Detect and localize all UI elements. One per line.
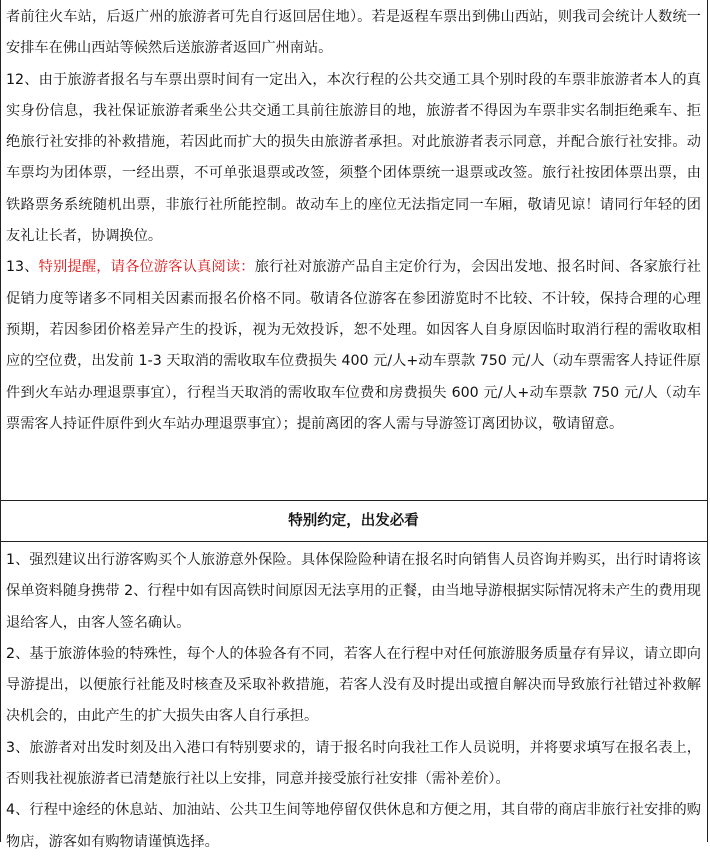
agreement-item-1: 1、强烈建议出行游客购买个人旅游意外保险。具体保险险种请在报名时向销售人员咨询并购买，出行时请将该保单资料随身携带 2、行程中如有因高铁时间原因无法享用的正餐，由当地导游根据实际情况将未产生的费用现退给客人，由客人签名确认。 xyxy=(6,552,701,631)
agreement-item-2: 2、基于旅游体验的特殊性，每个人的体验各有不同，若客人在行程中对任何旅游服务质量存有异议，请立即向导游提出，以便旅行社能及时核查及采取补救措施，若客人没有及时提出或擅自解决而导致旅行社错过补救解决机会的，由此产生的扩大损失由客人自行承担。 xyxy=(6,645,701,725)
paragraph-13-text: 旅行社对旅游产品自主定价行为，会因出发地、报名时间、各家旅行社促销力度等诸多不同相关因素而报名价格不同。敬请各位游客在参团游览时不比较、不计较，保持合理的心理预期，若因参团价格差异产生的投诉，视为无效投诉，恕不处理。如因客人自身原因临时取消行程的需收取相应的空位费，出发前 1-3 天取消的需收取车位费损失 400 元/人+动车票款 750 元/人（动车票需客人持证件原件到火车站办理退票事宜），行程当天取消的需收取车位费和房费损失 600 元/人+动车票款 750 元/人（动车票需客人持证件原件到火车站办理退票事宜）；提前离团的客人需与导游签订离团协议，敬请留意。 xyxy=(6,259,701,432)
paragraph-13-number: 13、 xyxy=(6,259,39,276)
paragraph-13 xyxy=(6,252,701,440)
terms-cell-notes xyxy=(1,0,707,501)
special-agreement-heading: 特别约定，出发必看 xyxy=(1,501,707,542)
paragraph-12: 12、由于旅游者报名与车票出票时间有一定出入，本次行程的公共交通工具个别时段的车票非旅游者本人的真实身份信息，我社保证旅游者乘坐公共交通工具前往旅游目的地，旅游者不得因为车票非实名制拒绝乘车、拒绝旅行社安排的补救措施，若因此而扩大的损失由旅游者承担。对此旅游者表示同意，并配合旅行社安排。动车票均为团体票，一经出票，不可单张退票或改签，须整个团体票统一退票或改签。旅行社按团体票出票，由铁路票务系统随机出票，非旅行社所能控制。故动车上的座位无法指定同一车厢，敬请见谅！请同行年轻的团友礼让长者，协调换位。 xyxy=(6,71,701,245)
terms-cell-agreement xyxy=(1,542,707,850)
special-reminder-highlight: 特别提醒，请各位游客认真阅读： xyxy=(38,259,255,276)
paragraph-continuation: 者前往火车站，后返广州的旅游者可先自行返回居住地）。若是返程车票出到佛山西站，则我司会统计人数统一安排车在佛山西站等候然后送旅游者返回广州南站。 xyxy=(6,9,701,57)
agreement-item-4: 4、行程中途经的休息站、加油站、公共卫生间等地停留仅供休息和方便之用，其自带的商店非旅行社安排的购物店，游客如有购物请谨慎选择。 xyxy=(6,802,701,850)
agreement-item-3: 3、旅游者对出发时刻及出入港口有特别要求的，请于报名时向我社工作人员说明，并将要求填写在报名表上，否则我社视旅游者已清楚旅行社以上安排，同意并接受旅行社安排（需补差价）。 xyxy=(6,739,701,788)
